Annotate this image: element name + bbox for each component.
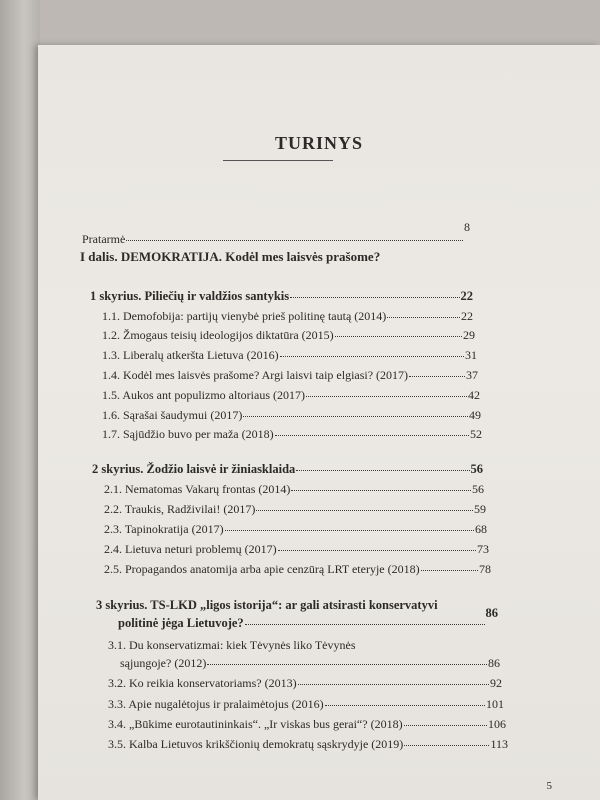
leader-dots xyxy=(290,297,459,298)
toc-page: 42 xyxy=(468,388,480,402)
toc-label: 1.2. Žmogaus teisių ideologijos diktatūra (2015) xyxy=(102,328,334,342)
toc-page: 92 xyxy=(490,676,502,690)
toc-label: 3.2. Ko reikia konservatoriams? (2013) xyxy=(108,676,297,690)
toc-entry xyxy=(108,676,502,691)
toc-entry xyxy=(104,482,484,497)
toc-entry xyxy=(104,542,489,557)
toc-page: 113 xyxy=(490,737,508,751)
leader-dots xyxy=(421,570,478,571)
leader-dots xyxy=(409,376,465,377)
toc-page: 68 xyxy=(475,522,487,536)
leader-dots xyxy=(278,550,476,551)
toc-entry-3-1-line1: 3.1. Du konservatizmai: kiek Tėvynės liko Tėvynės xyxy=(108,638,356,652)
toc-chapter-3-line1: 3 skyrius. TS-LKD „ligos istorija“: ar gali atsirasti konservatyvi xyxy=(96,598,438,612)
leader-dots xyxy=(387,317,460,318)
toc-label: 2.2. Traukis, Radživilai! (2017) xyxy=(104,502,256,516)
leader-dots xyxy=(256,510,473,511)
toc-page: 86 xyxy=(488,656,500,670)
leader-dots xyxy=(298,684,489,685)
toc-label: 1 skyrius. Piliečių ir valdžios santykis xyxy=(90,289,290,303)
leader-dots xyxy=(245,624,485,625)
page-title: TURINYS xyxy=(274,133,364,153)
leader-dots xyxy=(325,705,485,706)
leader-dots xyxy=(291,490,471,491)
toc-page: 101 xyxy=(486,697,504,711)
toc-page: 8 xyxy=(464,220,470,234)
toc-entry xyxy=(102,309,473,324)
leader-dots xyxy=(404,725,487,726)
toc-page: 56 xyxy=(470,462,483,476)
leader-dots xyxy=(207,664,487,665)
leader-dots xyxy=(404,745,489,746)
toc-page: 37 xyxy=(466,368,478,382)
toc-entry xyxy=(120,656,500,671)
toc-entry xyxy=(102,348,477,363)
toc-label: 1.7. Sąjūdžio buvo per maža (2018) xyxy=(102,427,274,441)
leader-dots xyxy=(126,240,463,241)
toc-entry xyxy=(102,368,478,383)
toc-entry-preface xyxy=(82,220,470,247)
toc-chapter-3 xyxy=(118,606,498,631)
facing-page-edge xyxy=(0,0,40,800)
toc-entry xyxy=(102,427,482,442)
toc-label: 1.4. Kodėl mes laisvės prašome? Argi laisvi taip elgiasi? (2017) xyxy=(102,368,409,382)
toc-page: 73 xyxy=(477,542,489,556)
part-heading: I dalis. DEMOKRATIJA. Kodėl mes laisvės prašome? xyxy=(80,249,381,264)
toc-label: 1.3. Liberalų atkeršta Lietuva (2016) xyxy=(102,348,279,362)
toc-label: politinė jėga Lietuvoje? xyxy=(118,616,244,630)
toc-label: 2.4. Lietuva neturi problemų (2017) xyxy=(104,542,277,556)
toc-entry xyxy=(102,388,480,403)
leader-dots xyxy=(225,530,474,531)
toc-page: 31 xyxy=(465,348,477,362)
toc-page: 106 xyxy=(488,717,506,731)
toc-entry xyxy=(102,408,481,423)
toc-label: 3.5. Kalba Lietuvos krikščionių demokratų sąskrydyje (2019) xyxy=(108,737,404,751)
toc-entry xyxy=(108,717,506,732)
toc-entry xyxy=(104,522,487,537)
toc-label: 1.5. Aukos ant populizmo altoriaus (2017) xyxy=(102,388,305,402)
toc-chapter-1 xyxy=(90,289,473,304)
toc-entry xyxy=(108,697,504,712)
book-page xyxy=(38,45,600,800)
page-number: 5 xyxy=(546,780,552,792)
leader-dots xyxy=(243,416,468,417)
toc-page: 56 xyxy=(472,482,484,496)
toc-page: 49 xyxy=(469,408,481,422)
leader-dots xyxy=(306,396,467,397)
toc-label: sąjungoje? (2012) xyxy=(120,656,207,670)
toc-page: 29 xyxy=(463,328,475,342)
leader-dots xyxy=(280,356,464,357)
leader-dots xyxy=(275,435,469,436)
toc-page: 86 xyxy=(485,606,498,620)
toc-label: 2.3. Tapinokratija (2017) xyxy=(104,522,224,536)
toc-entry xyxy=(104,502,486,517)
toc-page: 22 xyxy=(460,289,473,303)
toc-label: 2.1. Nematomas Vakarų frontas (2014) xyxy=(104,482,291,496)
toc-page: 52 xyxy=(470,427,482,441)
toc-label: 3.3. Apie nugalėtojus ir pralaimėtojus (2016) xyxy=(108,697,324,711)
toc-chapter-2 xyxy=(92,462,483,477)
toc-page: 78 xyxy=(479,562,491,576)
toc-entry xyxy=(102,328,475,343)
toc-label: Pratarmė xyxy=(82,232,126,246)
toc-entry xyxy=(108,737,508,752)
toc-label: 3.4. „Būkime eurotautininkais“. „Ir viskas bus gerai“? (2018) xyxy=(108,717,403,731)
toc-label: 1.1. Demofobija: partijų vienybė prieš politinę tautą (2014) xyxy=(102,309,387,323)
leader-dots xyxy=(296,470,469,471)
toc-label: 2 skyrius. Žodžio laisvė ir žiniasklaida xyxy=(92,462,296,476)
toc-label: 1.6. Sąrašai šaudymui (2017) xyxy=(102,408,243,422)
toc-entry xyxy=(104,562,491,577)
toc-label: 2.5. Propagandos anatomija arba apie cenzūrą LRT eteryje (2018) xyxy=(104,562,420,576)
title-underline xyxy=(223,160,333,161)
leader-dots xyxy=(335,336,462,337)
toc-page: 59 xyxy=(474,502,486,516)
toc-page: 22 xyxy=(461,309,473,323)
